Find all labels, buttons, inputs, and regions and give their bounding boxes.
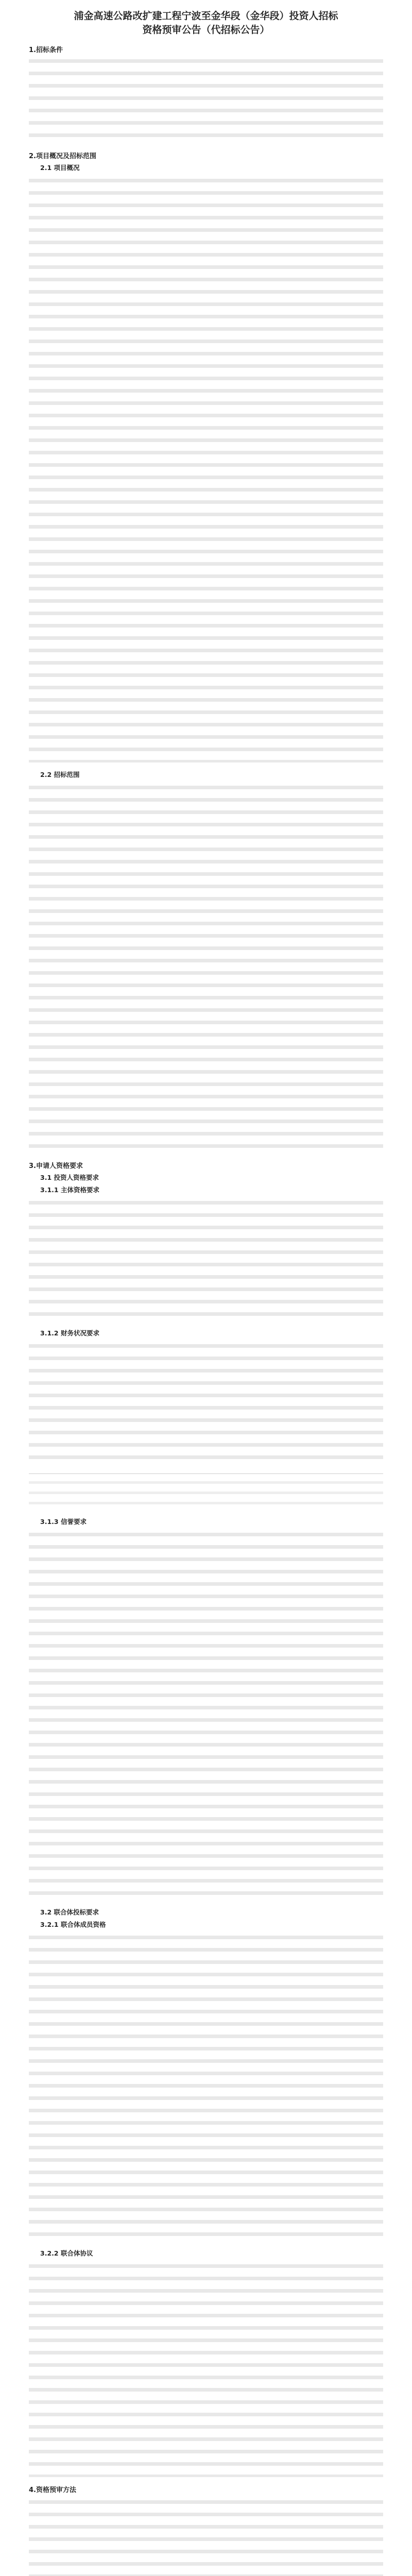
body-paragraph [29, 1529, 383, 1900]
subsection-heading: 3.1.1 主体资格要求 [40, 1186, 99, 1194]
body-paragraph [29, 2261, 383, 2477]
body-paragraph [29, 1197, 383, 1321]
subsection-heading: 2.1 项目概况 [40, 164, 80, 172]
document-title: 浦金高速公路改扩建工程宁波至金华段（金华段）投资人招标 资格预审公告（代招标公告） [74, 10, 338, 36]
section-heading: 4.资格预审方法 [29, 2486, 76, 2494]
footnote-divider [29, 1473, 383, 1474]
subsection-heading: 3.1 投资人资格要求 [40, 1174, 99, 1181]
footnote [29, 1478, 383, 1509]
section-heading: 3.申请人资格要求 [29, 1162, 83, 1170]
section-heading: 1.招标条件 [29, 46, 63, 54]
subsection-heading: 3.1.3 信誉要求 [40, 1518, 87, 1526]
subsection-heading: 3.2 联合体投标要求 [40, 1908, 99, 1916]
subsection-heading: 2.2 招标范围 [40, 771, 80, 778]
body-paragraph [29, 782, 383, 1153]
body-paragraph [29, 56, 383, 142]
subsection-heading: 3.2.2 联合体协议 [40, 2249, 93, 2257]
section-heading: 2.项目概况及招标范围 [29, 152, 96, 160]
subsection-heading: 3.2.1 联合体成员资格 [40, 1921, 106, 1928]
body-paragraph [29, 1341, 383, 1464]
body-paragraph [29, 1932, 383, 2241]
subsection-heading: 3.1.2 财务状况要求 [40, 1329, 99, 1337]
body-paragraph [29, 2497, 383, 2576]
body-paragraph [29, 175, 383, 762]
